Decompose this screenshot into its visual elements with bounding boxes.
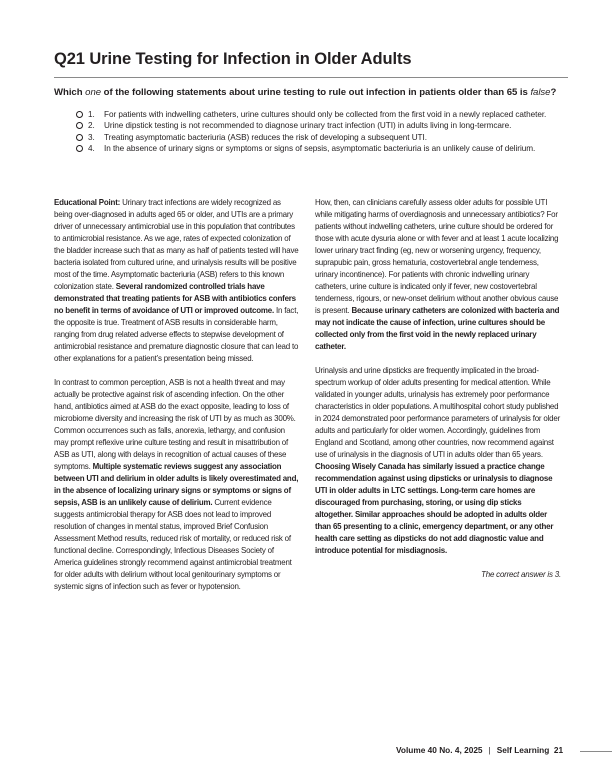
radio-circle-icon[interactable] xyxy=(76,122,83,129)
option-text: In the absence of urinary signs or symptoms or signs of sepsis, asymptomatic bacteriuria is an unlikely cause of delirium. xyxy=(104,143,536,153)
page-footer xyxy=(396,745,612,755)
urinalysis-paragraph xyxy=(315,365,561,557)
option-number: 1. xyxy=(88,110,95,119)
emphasis-text: Because urinary catheters are colonized with bacteria and may not indicate the cause of infection, urine cultures should be collected only from the first void in the newly replaced urinary catheter. xyxy=(315,306,560,351)
footer-separator: | xyxy=(488,745,491,755)
page-number: 21 xyxy=(553,745,564,755)
option-text: For patients with indwelling catheters, urine cultures should only be collected from the first void in a newly replaced catheter. xyxy=(104,110,547,119)
body-text: How, then, can clinicians carefully assess older adults for possible UTI while mitigating harms of overdiagnosis and unnecessary antibiotics? For patients without indwelling catheters, urine culture should be ordered for those with acute dysuria alone or with fever and at least 1 acute localizing lower urinary tract finding (eg, new or worsening urgency, frequency, suprapubic pain, gross hematuria, costovertebral angle tenderness, urinary incontinence). For patients with chronic indwelling urinary catheters, urine culture is indicated only if fever, new costovertebral tenderness, rigours, or new-onset delirium without another obvious cause is present. xyxy=(315,198,559,315)
body-text: In contrast to common perception, ASB is not a health threat and may actually be protective against risk of ascending infection. On the other hand, antibiotics aimed at ASB do the exact opposite, leading to loss of microbiome diversity and increasing the risk of UTI by as much as 300%. Common occurrences such as falls, anorexia, lethargy, and confusion may prompt reflexive urine culture testing and result in misattribution of ASB as UTI, along with delays in recognition of actual causes of these symptoms. xyxy=(54,378,296,471)
radio-circle-icon[interactable] xyxy=(76,145,83,152)
title-divider xyxy=(54,77,568,78)
answer-option-1[interactable] xyxy=(76,109,576,120)
question-text xyxy=(54,87,568,98)
question-suffix: ? xyxy=(550,87,557,98)
footer-divider xyxy=(580,751,612,752)
body-text: Current evidence suggests antimicrobial therapy for ASB does not lead to improved resolution of changes in mental status, improved Brief Confusion Assessment Method results, reduced risk of mortality, or reduced risk of functional decline. Correspondingly, Infectious Diseases Society of America guidelines strongly recommend against antimicrobial treatment for older adults with delirium without local genitourinary symptoms or systemic signs of infection such as fever or hypotension. xyxy=(54,498,292,591)
radio-circle-icon[interactable] xyxy=(76,134,83,141)
answer-option-3[interactable] xyxy=(76,132,576,143)
question-prefix: Which xyxy=(54,87,86,98)
answer-options xyxy=(76,109,576,154)
educational-point-paragraph xyxy=(54,197,300,365)
assessment-paragraph xyxy=(315,197,561,353)
radio-circle-icon[interactable] xyxy=(76,111,83,118)
body-text: Urinalysis and urine dipsticks are frequently implicated in the broad-spectrum workup of older adults presenting for medical attention. While validated in younger adults, urinalysis has extremely poor performance characteristics in older populations. A multihospital cohort study published in 2024 demonstrated poor performance parameters of urinalysis for older adults and particularly for older women. Accordingly, guidelines from England and Scotland, among other countries, now recommend against use of urinalysis in the diagnosis of UTI in adults older than 65 years. xyxy=(315,366,561,459)
correct-answer: The correct answer is 3. xyxy=(481,570,561,579)
option-number: 2. xyxy=(88,121,95,131)
option-number: 3. xyxy=(88,132,95,142)
educational-point-label: Educational Point: xyxy=(54,198,121,207)
answer-option-2[interactable] xyxy=(76,120,576,131)
emphasis-text: Several randomized controlled trials have demonstrated that treating patients for ASB with antibiotics confers no benefit in terms of avoidance of UTI or improved outcome. xyxy=(54,282,296,315)
page-title: Q21 Urine Testing for Infection in Older Adults xyxy=(54,50,412,68)
body-text: Urinary tract infections are widely recognized as being over-diagnosed in adults aged 65 or older, and UTIs are a primary driver of unnecessary antimicrobial use in this population that contributes to antimicrobial resistance. As we age, rates of expected colonization of the bladder increase such that as many as half of patients tested will have bacteria isolated from cultured urine, and urinalysis results will be positive most of the time. Asymptomatic bacteriuria (ASB) refers to this known colonization state. xyxy=(54,198,299,291)
emphasis-text: Multiple systematic reviews suggest any association between UTI and delirium in older adults is likely overestimated and, in the absence of localizing urinary signs or symptoms or signs of sepsis, ASB is an unlikely cause of delirium. xyxy=(54,462,299,507)
left-column xyxy=(54,197,300,605)
right-column xyxy=(315,197,561,593)
option-number: 4. xyxy=(88,143,95,153)
option-text: Urine dipstick testing is not recommended to diagnose urinary tract infection (UTI) in adults living in long-termcare. xyxy=(104,121,512,131)
option-text: Treating asymptomatic bacteriuria (ASB) reduces the risk of developing a subsequent UTI. xyxy=(104,132,427,142)
question-emphasis-false: false xyxy=(530,87,551,98)
question-middle: of the following statements about urine testing to rule out infection in patients older than 65 is xyxy=(101,87,531,98)
issue-info: Volume 40 No. 4, 2025 xyxy=(396,745,483,755)
asb-delirium-paragraph xyxy=(54,377,300,593)
question-emphasis-one: one xyxy=(85,87,102,98)
emphasis-text: Choosing Wisely Canada has similarly issued a practice change recommendation against using dipsticks or urinalysis to diagnose UTI in older adults in LTC settings. Long-term care homes are discouraged from purchasing, storing, or using dip sticks altogether. Similar approaches should be adopted in adults older than 65 presenting to a clinic, emergency department, or any other health care setting as dipsticks do not add diagnostic value and introduce potential for misdiagnosis. xyxy=(315,462,554,555)
answer-option-4[interactable] xyxy=(76,143,576,154)
section-name: Self Learning xyxy=(496,745,550,755)
body-text: In fact, the opposite is true. Treatment of ASB results in considerable harm, ranging from drug related adverse effects to stepwise development of antimicrobial resistance and premature diagnostic closure that can lead to other explanations for a patient’s presentation being missed. xyxy=(54,306,299,363)
